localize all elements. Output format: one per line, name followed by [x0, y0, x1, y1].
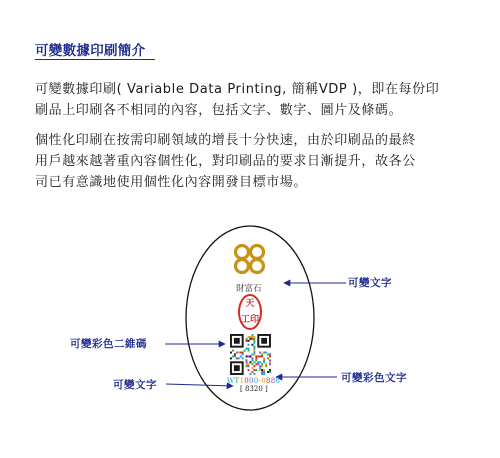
serial-char: W — [227, 377, 235, 385]
page-title: 可變數據印刷簡介 — [35, 43, 146, 59]
label-variable-color-text: 可變彩色文字 — [341, 372, 407, 384]
svg-text:天: 天 — [245, 299, 255, 309]
label-variable-qr: 可變彩色二維碼 — [70, 338, 147, 350]
paragraph-line: 可變數據印刷( Variable Data Printing, 簡稱VDP )，即在每份印 — [35, 82, 440, 97]
svg-text:工印: 工印 — [240, 315, 260, 325]
color-qr-code-icon — [230, 334, 271, 375]
serial-number — [227, 377, 280, 385]
serial-char: 0 — [244, 377, 250, 385]
serial-char: 1 — [239, 377, 245, 385]
label-variable-text-top: 可變文字 — [348, 277, 392, 289]
label-variable-text-bottom: 可變文字 — [113, 379, 157, 391]
paragraph-line: 司已有意識地使用個性化內容開發目標市場。 — [35, 175, 308, 190]
paragraph-line: 用戶越來越著重內容個性化，對印刷品的要求日漸提升，故各公 — [35, 154, 416, 169]
serial-char: T — [234, 377, 240, 385]
serial-char: - — [258, 377, 262, 385]
serial-char: 8 — [275, 377, 281, 385]
paragraph-line: 個性化印刷在按需印刷領域的增長十分快速，由於印刷品的最終 — [35, 133, 416, 148]
serial-char: 8 — [265, 377, 271, 385]
serial-char: 0 — [261, 377, 266, 385]
serial-char: 8 — [270, 377, 276, 385]
variable-number: [ 8320 ] — [240, 385, 268, 393]
serial-char: 0 — [249, 377, 254, 385]
paragraph-line: 刷品上印刷各不相同的內容，包括文字、數字、圖片及條碼。 — [35, 103, 403, 118]
logo-caption: 財富石 — [236, 284, 262, 294]
serial-char: 0 — [253, 377, 259, 385]
